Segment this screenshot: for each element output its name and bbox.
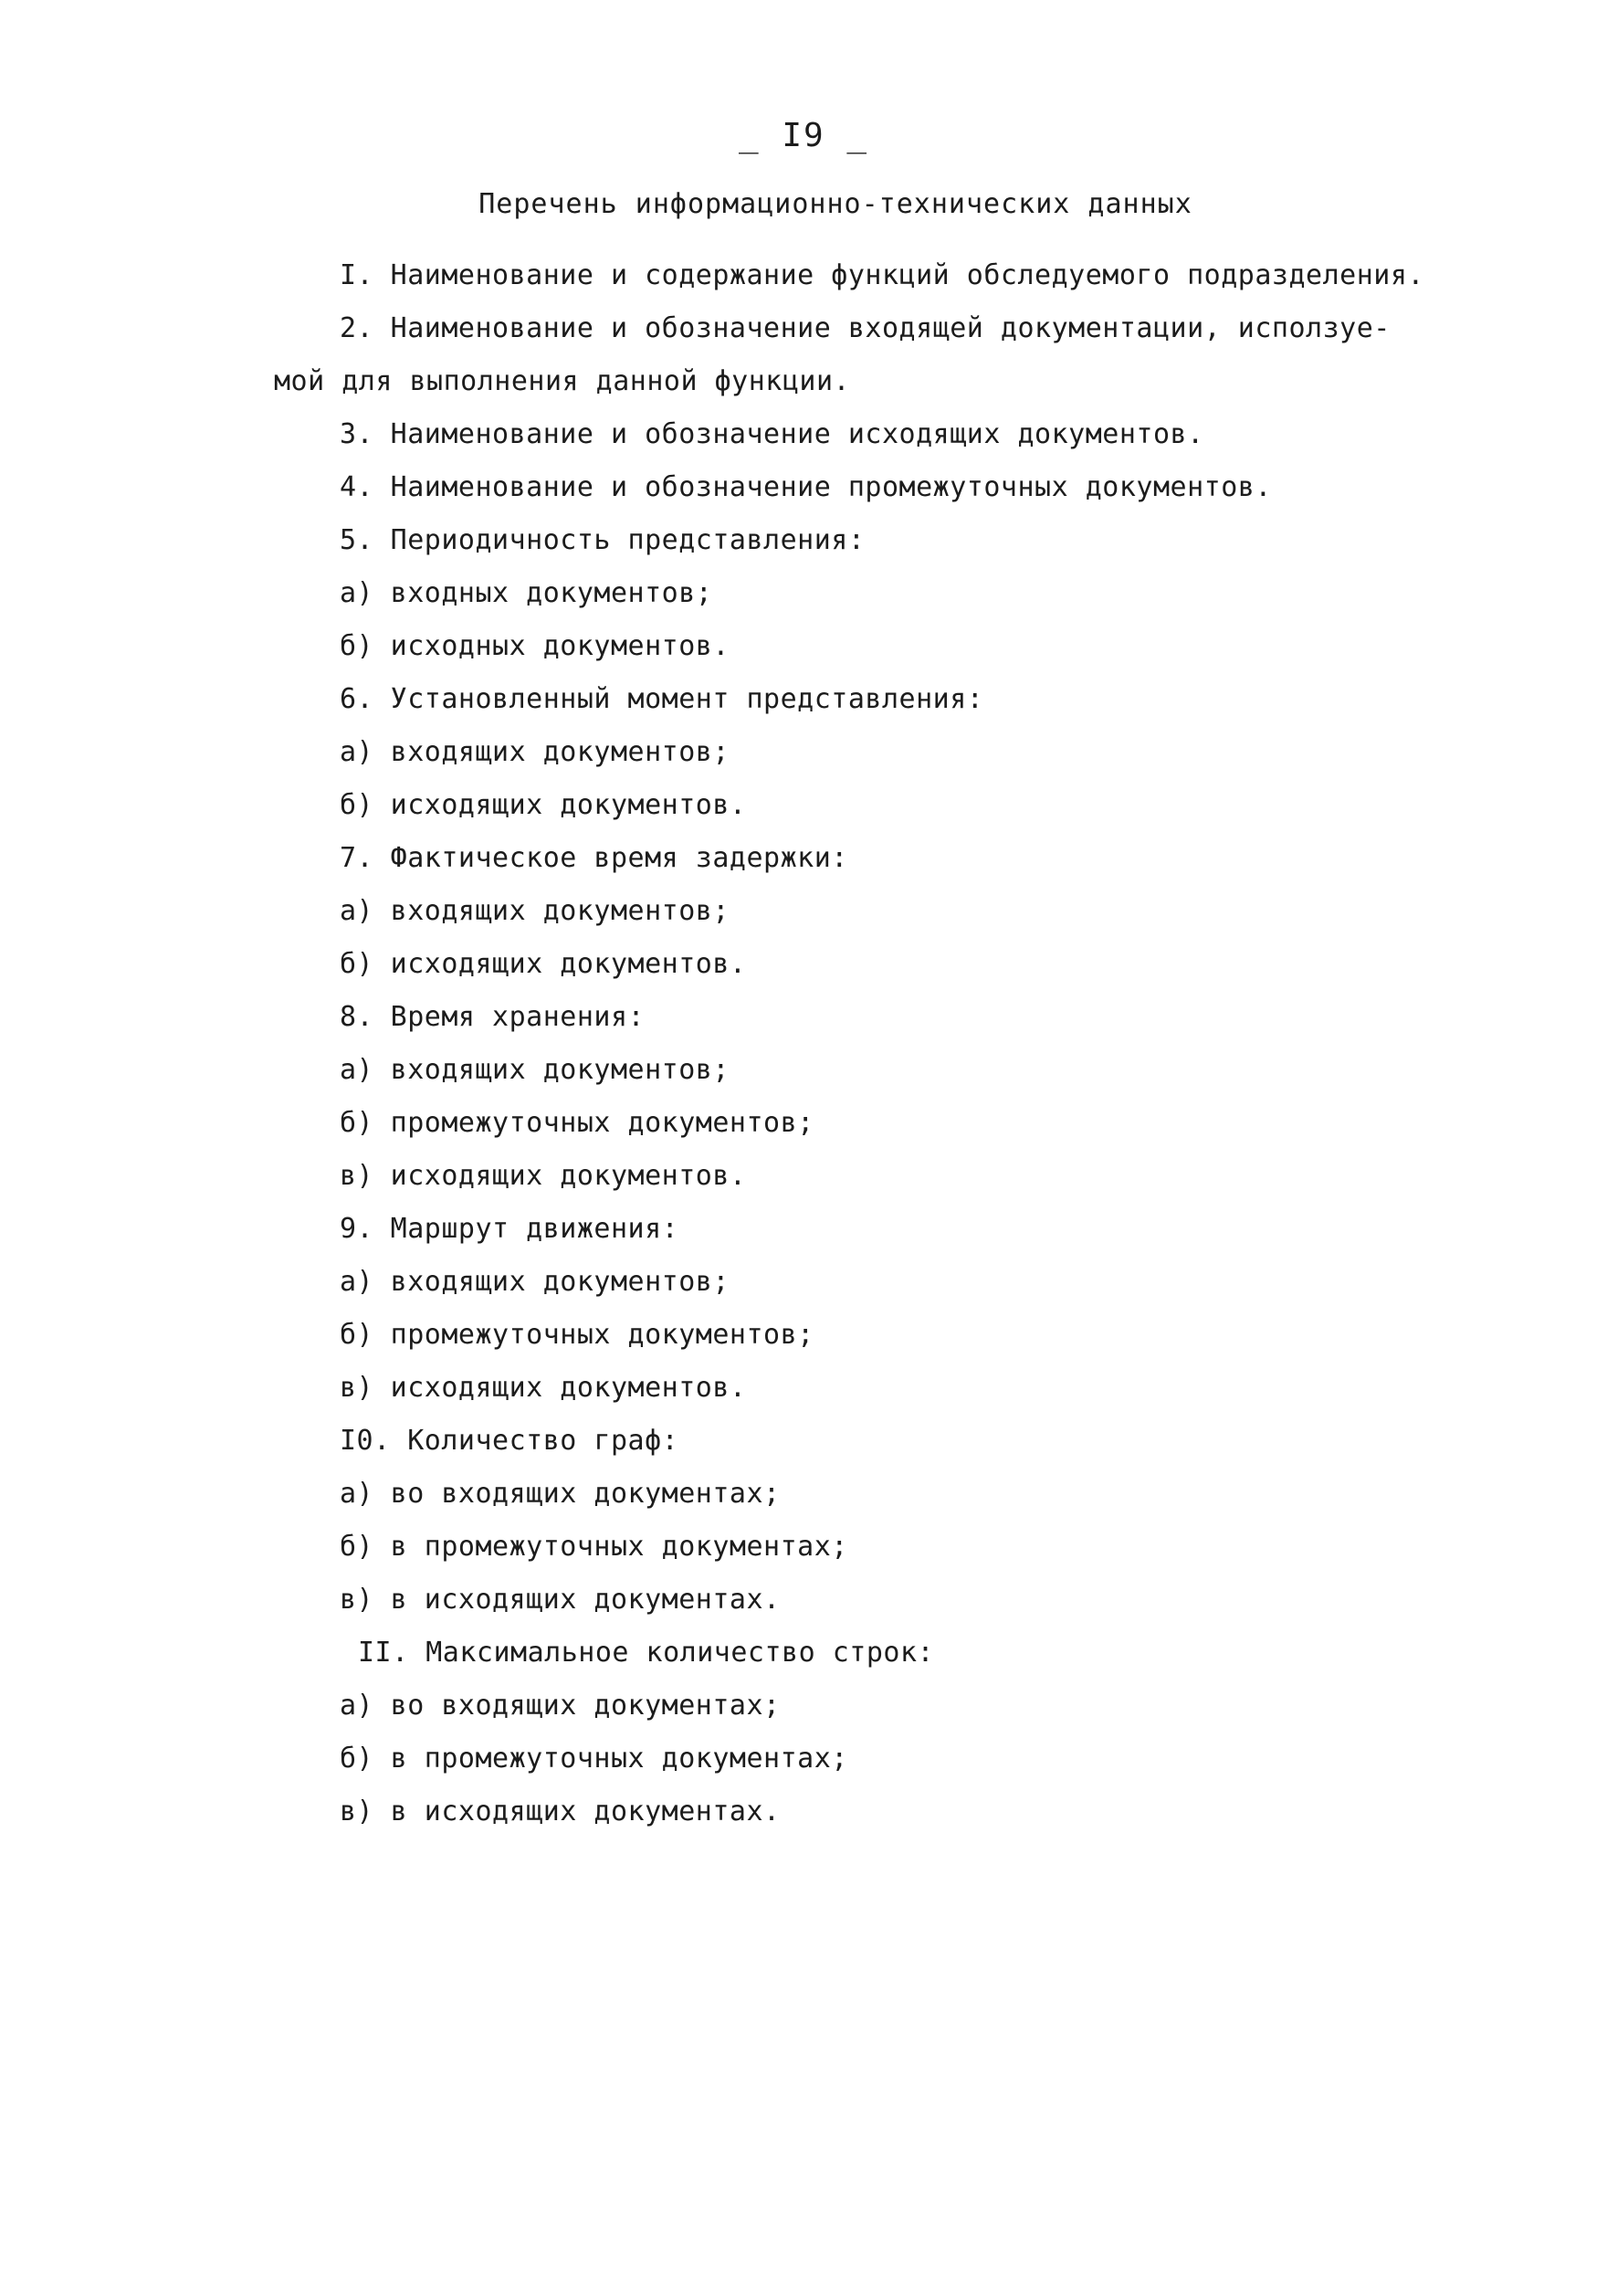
- list-line: I. Наименование и содержание функций обследуемого подразделения.: [340, 259, 1424, 291]
- list-line: а) входящих документов;: [340, 895, 730, 927]
- list-line: а) во входящих документах;: [340, 1690, 781, 1722]
- list-line: в) в исходящих документах.: [340, 1584, 781, 1616]
- list-line: 7. Фактическое время задержки:: [340, 842, 848, 874]
- list-line: 6. Установленный момент представления:: [340, 683, 984, 715]
- list-line: II. Максимальное количество строк:: [358, 1637, 935, 1669]
- list-line: I0. Количество граф:: [340, 1425, 679, 1457]
- list-line: в) исходящих документов.: [340, 1160, 747, 1192]
- list-line: а) входных документов;: [340, 577, 713, 609]
- list-line: 4. Наименование и обозначение промежуточных документов.: [340, 471, 1272, 503]
- list-line: мой для выполнения данной функции.: [274, 365, 851, 397]
- list-line: б) исходящих документов.: [340, 789, 747, 821]
- list-line: 2. Наименование и обозначение входящей документации, исползуе-: [340, 312, 1391, 344]
- list-line: б) исходящих документов.: [340, 948, 747, 980]
- list-line: в) в исходящих документах.: [340, 1796, 781, 1827]
- document-title: Перечень информационно-технических данных: [478, 188, 1192, 220]
- list-line: б) промежуточных документов;: [340, 1319, 814, 1351]
- list-line: а) входящих документов;: [340, 1054, 730, 1086]
- list-line: 8. Время хранения:: [340, 1001, 646, 1033]
- list-line: в) исходящих документов.: [340, 1372, 747, 1404]
- page-number: _ I9 _: [738, 117, 869, 154]
- list-line: б) в промежуточных документах;: [340, 1531, 848, 1563]
- list-line: 5. Периодичность представления:: [340, 524, 866, 556]
- list-line: 9. Маршрут движения:: [340, 1213, 679, 1245]
- list-line: а) входящих документов;: [340, 1266, 730, 1298]
- list-line: б) в промежуточных документах;: [340, 1743, 848, 1775]
- list-line: 3. Наименование и обозначение исходящих документов.: [340, 418, 1204, 450]
- list-line: б) исходных документов.: [340, 630, 730, 662]
- list-line: а) входящих документов;: [340, 736, 730, 768]
- list-line: б) промежуточных документов;: [340, 1107, 814, 1139]
- list-line: а) во входящих документах;: [340, 1478, 781, 1510]
